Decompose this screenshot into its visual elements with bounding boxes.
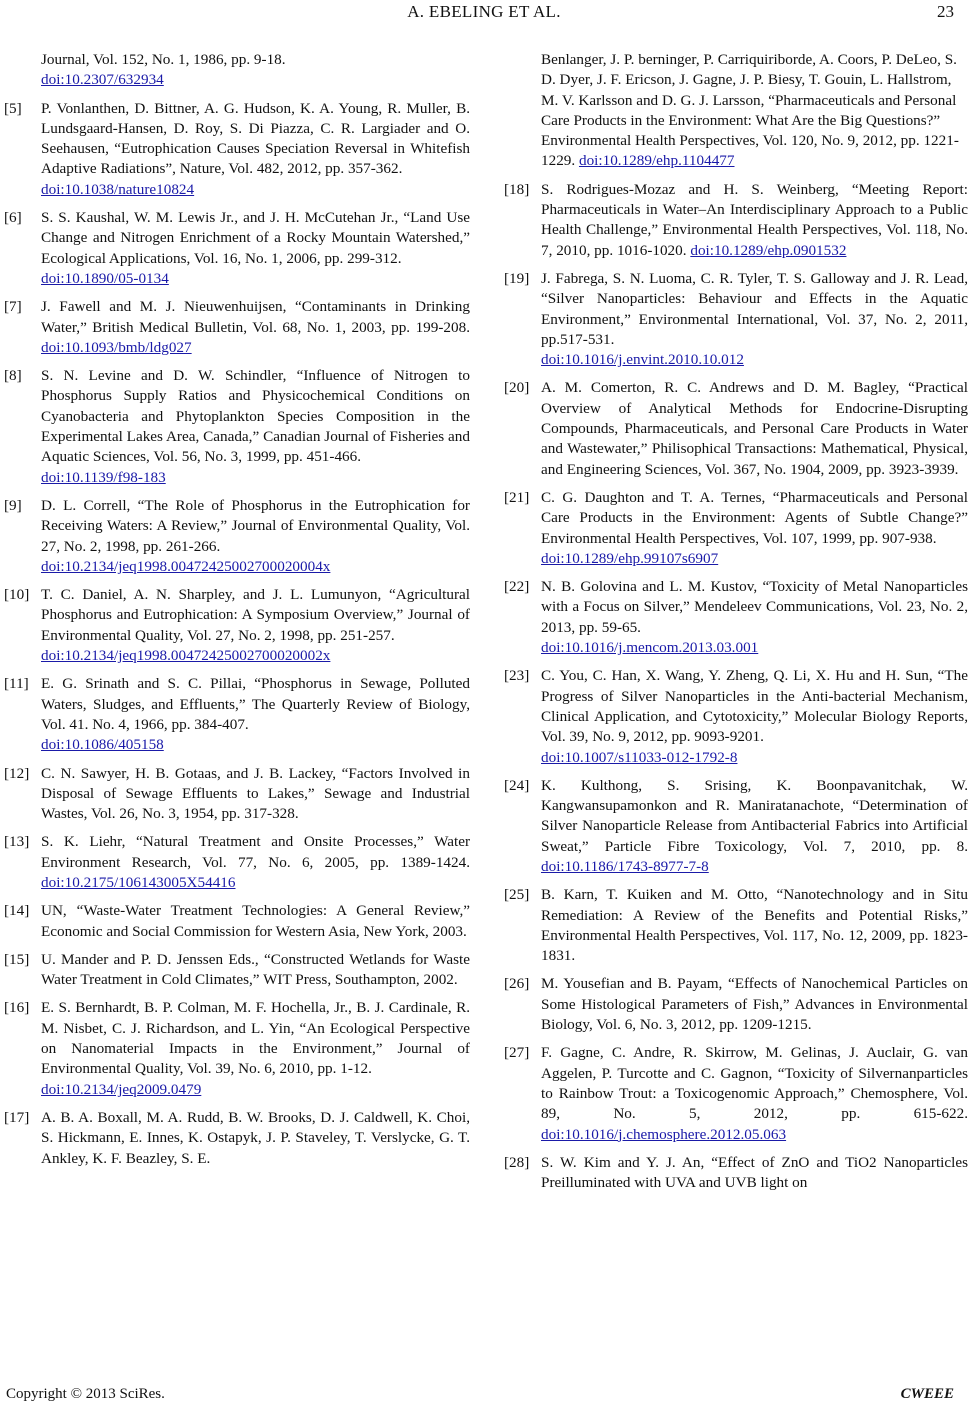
- reference-number: [14]: [4, 902, 30, 920]
- reference-item: [500, 885, 968, 966]
- reference-item: [500, 269, 968, 370]
- doi-link[interactable]: doi:10.1890/05-0134: [41, 269, 169, 287]
- reference-body: [541, 666, 968, 747]
- reference-body: [41, 585, 470, 646]
- reference-number: [27]: [504, 1044, 530, 1062]
- reference-body: [41, 1108, 470, 1169]
- reference-body: [541, 180, 968, 261]
- reference-item: [500, 180, 968, 261]
- doi-link[interactable]: doi:10.1093/bmb/ldg027: [41, 338, 192, 356]
- right-column: [500, 50, 968, 1201]
- reference-body: [41, 99, 470, 180]
- doi-link[interactable]: doi:10.1016/j.mencom.2013.03.001: [541, 639, 759, 657]
- reference-number: [23]: [504, 667, 530, 685]
- doi-link[interactable]: doi:10.1186/1743-8977-7-8: [541, 857, 709, 875]
- reference-body: [41, 764, 470, 825]
- reference-body: [541, 885, 968, 966]
- reference-item: [0, 99, 470, 200]
- copyright-notice: Copyright © 2013 SciRes.: [6, 1386, 165, 1402]
- doi-link[interactable]: doi:10.2134/jeq1998.00472425002700020004x: [41, 557, 331, 575]
- reference-item: [500, 666, 968, 767]
- reference-item: [0, 901, 470, 942]
- reference-text: S. S. Kaushal, W. M. Lewis Jr., and J. H. McCutehan Jr., “Land Use Change and Nitrogen Enrichment of a Rocky Mountain Watershed,” Ecological Applications, Vol. 16, No. 1, 2006, pp. 299-312.: [41, 209, 470, 267]
- reference-item: [0, 585, 470, 666]
- reference-item: [0, 1108, 470, 1169]
- page-footer: [0, 1386, 968, 1408]
- reference-text: Journal, Vol. 152, No. 1, 1986, pp. 9-18.: [41, 51, 286, 68]
- reference-text: B. Karn, T. Kuiken and M. Otto, “Nanotechnology and in Situ Remediation: A Review of the Benefits and Potential Risks,” Environmental Health Perspectives, Vol. 117, No. 12, 2009, pp. 1823-1831.: [541, 886, 968, 965]
- doi-link[interactable]: doi:10.1086/405158: [41, 736, 164, 754]
- reference-item: [500, 488, 968, 569]
- reference-number: [8]: [4, 367, 22, 385]
- reference-item: [0, 208, 470, 289]
- reference-text: N. B. Golovina and L. M. Kustov, “Toxicity of Metal Nanoparticles with a Focus on Silver,” Mendeleev Communications, Vol. 23, No. 2, 2013, pp. 59-65.: [541, 578, 968, 636]
- reference-text: E. S. Bernhardt, B. P. Colman, M. F. Hochella, Jr., B. J. Cardinale, R. M. Nisbet, C. J. Richardson, and L. Yin, “An Ecological Perspective on Nanomaterial Impacts in the Environment,” Journal of Environmental Quality, Vol. 39, No. 6, 2010, pp. 1-12.: [41, 999, 470, 1078]
- reference-number: [21]: [504, 488, 530, 506]
- reference-item: [0, 366, 470, 488]
- doi-link[interactable]: doi:10.2307/632934: [41, 71, 164, 89]
- page-header: [0, 2, 968, 24]
- reference-item: [0, 950, 470, 991]
- running-title: A. EBELING ET AL.: [407, 2, 561, 21]
- reference-number: [16]: [4, 999, 30, 1017]
- reference-item: [500, 974, 968, 1035]
- reference-number: [7]: [4, 298, 22, 316]
- reference-continuation: [500, 50, 968, 172]
- reference-number: [25]: [504, 886, 530, 904]
- reference-number: [9]: [4, 496, 22, 514]
- reference-number: [26]: [504, 975, 530, 993]
- reference-body: [541, 378, 968, 479]
- doi-link[interactable]: doi:10.1289/ehp.99107s6907: [541, 549, 719, 567]
- left-column: [0, 50, 470, 1177]
- reference-body: [541, 577, 968, 638]
- reference-text: A. M. Comerton, R. C. Andrews and D. M. Bagley, “Practical Overview of Analytical Methods for Endocrine-Disrupting Compounds, Pharmaceuticals, and Personal Care Products in Water and Wastewater,” Philisophical Transactions: Mathematical, Physical, and Engineering Sciences, Vol. 367, No. 1904, 2009, pp. 3923-3939.: [541, 379, 968, 478]
- reference-body: [541, 269, 968, 350]
- reference-item: [0, 998, 470, 1099]
- reference-body: [41, 950, 470, 991]
- reference-text: M. Yousefian and B. Payam, “Effects of Nanochemical Particles on Some Histological Parameters of Fish,” Advances in Environmental Biology, Vol. 6, No. 3, 2012, pp. 1209-1215.: [541, 975, 968, 1034]
- reference-body: [41, 901, 470, 942]
- reference-number: [13]: [4, 833, 30, 851]
- doi-link[interactable]: doi:10.1007/s11033-012-1792-8: [541, 748, 738, 766]
- reference-number: [28]: [504, 1153, 530, 1171]
- reference-body: [41, 366, 470, 467]
- reference-body: [41, 832, 470, 893]
- reference-text: D. L. Correll, “The Role of Phosphorus in the Eutrophication for Receiving Waters: A Review,” Journal of Environmental Quality, Vol. 27, No. 2, 1998, pp. 261-266.: [41, 496, 470, 555]
- reference-text: S. N. Levine and D. W. Schindler, “Influence of Nitrogen to Phosphorus Supply Ratios and Physicochemical Conditions on Cyanobacteria and Phytoplankton Species Composition in the Experimental Lakes Area, Canada,” Canadian Journal of Fisheries and Aquatic Sciences, Vol. 56, No. 3, 1999, pp. 451-466.: [41, 367, 470, 466]
- reference-text: C. N. Sawyer, H. B. Gotaas, and J. B. Lackey, “Factors Involved in Disposal of Sewage Effluents to Lakes,” Sewage and Industrial Wastes, Vol. 26, No. 3, 1954, pp. 317-328.: [41, 764, 470, 823]
- reference-number: [12]: [4, 764, 30, 782]
- reference-body: [41, 496, 470, 557]
- reference-number: [5]: [4, 99, 22, 117]
- reference-text: K. Kulthong, S. Srising, K. Boonpavanitchak, W. Kangwansupamonkon and R. Maniratanachote, “Determination of Silver Nanoparticle Release from Antibacterial Fabrics into Artificial Sweat,” Particle Fibre Toxicology, Vol. 7, 2010, pp. 8.: [541, 776, 968, 855]
- reference-body: [541, 488, 968, 549]
- reference-text: T. C. Daniel, A. N. Sharpley, and J. L. Lumunyon, “Agricultural Phosphorus and Eutrophication: A Symposium Overview,” Journal of Environmental Quality, Vol. 27, No. 2, 1998, pp. 251-257.: [41, 586, 470, 644]
- reference-text: C. G. Daughton and T. A. Ternes, “Pharmaceuticals and Personal Care Products in the Environment: Agents of Subtle Change?” Environmental Health Perspectives, Vol. 107, 1999, pp. 907-938.: [541, 488, 968, 547]
- doi-link[interactable]: doi:10.2134/jeq1998.00472425002700020002x: [41, 647, 331, 665]
- reference-body: [41, 208, 470, 269]
- page-number: 23: [937, 2, 954, 21]
- reference-number: [15]: [4, 950, 30, 968]
- reference-item: [500, 1153, 968, 1194]
- reference-number: [10]: [4, 586, 30, 604]
- reference-text: E. G. Srinath and S. C. Pillai, “Phosphorus in Sewage, Polluted Waters, Sludges, and Effluents,” The Quarterly Review of Biology, Vol. 41. No. 4, 1966, pp. 384-407.: [41, 675, 470, 733]
- reference-item: [500, 776, 968, 877]
- reference-number: [17]: [4, 1108, 30, 1126]
- reference-item: [500, 1043, 968, 1144]
- reference-body: [41, 297, 470, 358]
- reference-text: A. B. A. Boxall, M. A. Rudd, B. W. Brooks, D. J. Caldwell, K. Choi, S. Hickmann, E. Innes, K. Ostapyk, J. P. Staveley, T. Verslycke, G. T. Ankley, K. F. Beazley, S. E.: [41, 1108, 470, 1167]
- reference-text: S. W. Kim and Y. J. An, “Effect of ZnO and TiO2 Nanoparticles Preilluminated with UVA and UVB light on: [541, 1153, 968, 1192]
- reference-item: [500, 577, 968, 658]
- reference-body: [41, 998, 470, 1079]
- reference-number: [24]: [504, 776, 530, 794]
- doi-link[interactable]: doi:10.1016/j.envint.2010.10.012: [541, 351, 744, 369]
- reference-body: [541, 1043, 968, 1144]
- reference-number: [6]: [4, 209, 22, 227]
- reference-number: [11]: [4, 675, 29, 693]
- reference-body: [41, 674, 470, 735]
- reference-text: J. Fawell and M. J. Nieuwenhuijsen, “Contaminants in Drinking Water,” British Medical Bulletin, Vol. 68, No. 1, 2003, pp. 199-208.: [41, 298, 470, 336]
- doi-link[interactable]: doi:10.1289/ehp.1104477: [578, 152, 735, 170]
- reference-item: [0, 496, 470, 577]
- reference-text: F. Gagne, C. Andre, R. Skirrow, M. Gelinas, J. Auclair, G. van Aggelen, P. Turcotte and C. Gagnon, “Toxicity of Silvernanparticles to Rainbow Trout: a Toxicogenomic Approach,” Chemosphere, Vol. 89, No. 5, 2012, pp. 615-622.: [541, 1044, 968, 1123]
- reference-item: [0, 832, 470, 893]
- reference-text: U. Mander and P. D. Jenssen Eds., “Constructed Wetlands for Waste Water Treatment in Cold Climates,” WIT Press, Southampton, 2002.: [41, 950, 470, 989]
- doi-link[interactable]: doi:10.1139/f98-183: [41, 468, 166, 486]
- reference-number: [19]: [504, 269, 530, 287]
- reference-number: [22]: [504, 578, 530, 596]
- doi-link[interactable]: doi:10.2134/jeq2009.0479: [41, 1080, 202, 1098]
- reference-text: S. Rodrigues-Mozaz and H. S. Weinberg, “Meeting Report: Pharmaceuticals in Water–An Interdisciplinary Approach to a Public Health Challenge,” Environmental Health Perspectives, Vol. 118, No. 7, 2010, pp. 1016-1020.: [541, 180, 968, 259]
- reference-text: S. K. Liehr, “Natural Treatment and Onsite Processes,” Water Environment Research, Vol. 77, No. 6, 2005, pp. 1389-1424.: [41, 833, 470, 871]
- doi-link[interactable]: doi:10.2175/106143005X54416: [41, 873, 236, 891]
- reference-number: [18]: [504, 180, 530, 198]
- doi-link[interactable]: doi:10.1289/ehp.0901532: [690, 241, 847, 259]
- journal-abbrev: CWEEE: [900, 1386, 954, 1402]
- reference-body: [541, 1153, 968, 1194]
- reference-body: [541, 776, 968, 877]
- doi-link[interactable]: doi:10.1016/j.chemosphere.2012.05.063: [541, 1125, 787, 1143]
- reference-item: [0, 674, 470, 755]
- reference-text: P. Vonlanthen, D. Bittner, A. G. Hudson, K. A. Young, R. Muller, B. Lundsgaard-Hansen, D. Roy, S. Di Piazza, C. R. Largiader and O. Seehausen, “Eutrophication Causes Speciation Reversal in Whitefish Adaptive Radiations”, Nature, Vol. 482, 2012, pp. 357-362.: [41, 99, 470, 178]
- reference-text: Benlanger, J. P. berninger, P. Carriquiriborde, A. Coors, P. DeLeo, S. D. Dyer, J. F. Ericson, J. Gagne, J. P. Biesy, T. Gouin, L. Hallstrom, M. V. Karlsson and D. G. J. Larsson, “Pharmaceuticals and Personal Care Products in the Environment: What Are the Big Questions?” Environmental Health Perspectives, Vol. 120, No. 9, 2012, pp. 1221-1229.: [541, 51, 959, 170]
- reference-item: [0, 297, 470, 358]
- reference-continuation: [0, 50, 470, 91]
- reference-number: [20]: [504, 379, 530, 397]
- reference-text: J. Fabrega, S. N. Luoma, C. R. Tyler, T. S. Galloway and J. R. Lead, “Silver Nanoparticles: Behaviour and Effects in the Aquatic Environment,” Environmental International, Vol. 37, No. 2, 2011, pp.517-531.: [541, 269, 968, 348]
- reference-body: [541, 974, 968, 1035]
- reference-text: UN, “Waste-Water Treatment Technologies: A General Review,” Economic and Social Commission for Western Asia, New York, 2003.: [41, 902, 470, 940]
- doi-link[interactable]: doi:10.1038/nature10824: [41, 180, 195, 198]
- reference-text: C. You, C. Han, X. Wang, Y. Zheng, Q. Li, X. Hu and H. Sun, “The Progress of Silver Nanoparticles in the Anti-bacterial Mechanism, Clinical Application, and Cytotoxicity,” Molecular Biology Reports, Vol. 39, No. 9, 2012, pp. 9093-9201.: [541, 667, 968, 746]
- reference-item: [500, 378, 968, 479]
- reference-item: [0, 764, 470, 825]
